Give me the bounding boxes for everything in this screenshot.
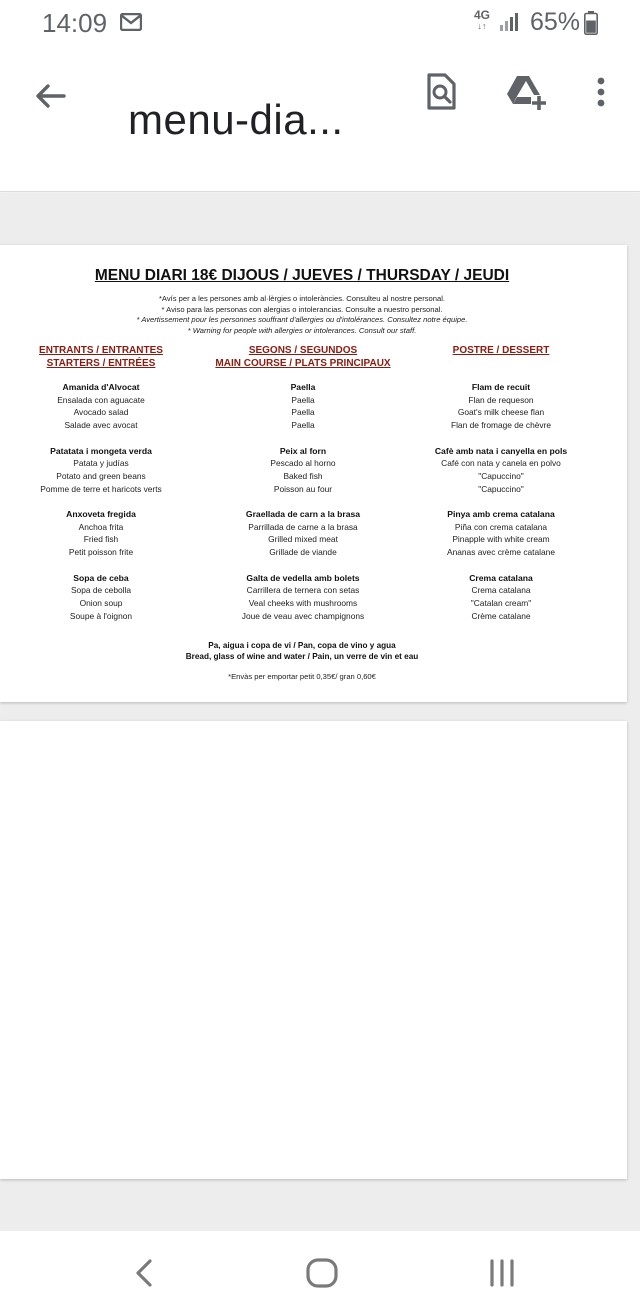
dessert-column bbox=[410, 345, 592, 635]
pdf-page-1 bbox=[0, 245, 627, 702]
dish-translation: "Catalan cream" bbox=[470, 597, 532, 608]
dish-item bbox=[10, 381, 192, 445]
dish-name: Pinya amb crema catalana bbox=[447, 509, 555, 519]
dish-translation: Paella bbox=[291, 420, 315, 431]
signal-icon bbox=[498, 12, 520, 32]
nav-recents-icon[interactable] bbox=[486, 1257, 518, 1289]
dish-translation: Crema catalana bbox=[471, 585, 531, 596]
takeaway-note: *Envàs per emportar petit 0,35€/ gran 0,60€ bbox=[228, 672, 376, 681]
dish-translation: Carrillera de ternera con setas bbox=[246, 585, 360, 596]
dish-translation: Café con nata y canela en polvo bbox=[441, 458, 561, 469]
find-in-page-icon[interactable] bbox=[421, 72, 461, 112]
dish-item bbox=[184, 445, 422, 509]
dish-translation: Ensalada con aguacate bbox=[57, 394, 145, 405]
dish-translation: Pomme de terre et haricots verts bbox=[40, 483, 162, 494]
allergy-notes bbox=[0, 294, 604, 336]
dish-translation: Onion soup bbox=[79, 597, 123, 608]
column-heading-line: ENTRANTS / ENTRANTES bbox=[39, 345, 163, 356]
column-heading bbox=[410, 345, 592, 381]
dish-name: Anxoveta fregida bbox=[66, 509, 136, 519]
dish-translation: Baked fish bbox=[283, 470, 323, 481]
allergy-note: * Aviso para las personas con alergias o intolerancias. Consulte a nuestro personal. bbox=[161, 304, 443, 314]
dish-item bbox=[410, 445, 592, 509]
allergy-note: * Avertissement pour les personnes souffrant d'allergies ou d'intolérances. Consultez notre équipe. bbox=[136, 315, 468, 325]
add-to-drive-icon[interactable] bbox=[504, 72, 548, 112]
dish-translation: Flan de fromage de chèvre bbox=[450, 420, 552, 431]
column-heading bbox=[10, 345, 192, 381]
dish-translation: Fried fish bbox=[83, 534, 119, 545]
menu-includes-line: Pa, aigua i copa de vi / Pan, copa de vino y agua bbox=[208, 641, 396, 650]
dish-name: Paella bbox=[290, 382, 316, 392]
dish-translation: Paella bbox=[291, 394, 315, 405]
battery-icon bbox=[584, 11, 598, 35]
dish-translation: Patata y judías bbox=[73, 458, 129, 469]
dish-item bbox=[10, 572, 192, 636]
dish-translation: Soupe à l'oignon bbox=[69, 610, 133, 621]
dish-name: Peix al forn bbox=[279, 445, 327, 456]
dish-translation: Salade avec avocat bbox=[64, 420, 138, 431]
dish-translation: Goat's milk cheese flan bbox=[457, 407, 545, 418]
dish-item bbox=[184, 508, 422, 572]
dish-translation: Piña con crema catalana bbox=[454, 521, 548, 532]
nav-back-icon[interactable] bbox=[130, 1257, 158, 1289]
dish-name: Galta de vedella amb bolets bbox=[246, 572, 360, 583]
dish-name: Cafè amb nata i canyella en pols bbox=[434, 445, 568, 456]
dish-translation: Potato and green beans bbox=[56, 470, 146, 481]
dish-translation: Anchoa frita bbox=[78, 521, 124, 532]
dish-translation: Sopa de cebolla bbox=[70, 585, 132, 596]
dish-item bbox=[410, 572, 592, 636]
allergy-note: * Warning for people with allergies or intolerances. Consult our staff. bbox=[187, 325, 417, 335]
dish-translation: Crème catalane bbox=[471, 610, 531, 621]
dish-translation: Ananas avec crème catalane bbox=[446, 547, 555, 558]
document-title: menu-dia... bbox=[128, 96, 344, 143]
status-time: 14:09 bbox=[42, 8, 108, 38]
dish-name: Amanida d'Alvocat bbox=[62, 382, 140, 392]
dish-translation: "Capuccino" bbox=[478, 483, 524, 494]
nav-home-icon[interactable] bbox=[303, 1256, 341, 1290]
document-viewer[interactable] bbox=[0, 193, 640, 1230]
dish-name: Sopa de ceba bbox=[73, 572, 129, 583]
column-heading-line: SEGONS / SEGUNDOS bbox=[248, 345, 358, 356]
allergy-note: *Avís per a les persones amb al·lèrgies o intoleràncies. Consulteu al nostre personal. bbox=[158, 294, 446, 303]
dish-name: Graellada de carn a la brasa bbox=[245, 509, 361, 519]
dish-translation: Pescado al horno bbox=[270, 458, 336, 469]
dish-translation: Grillade de viande bbox=[269, 547, 337, 558]
dish-translation: "Capuccino" bbox=[478, 470, 524, 481]
dish-translation: Grilled mixed meat bbox=[268, 534, 338, 545]
system-nav-bar bbox=[0, 1230, 640, 1315]
dish-translation: Pinapple with white cream bbox=[452, 534, 550, 545]
dish-item bbox=[184, 572, 422, 636]
column-heading-line: MAIN COURSE / PLATS PRINCIPAUX bbox=[215, 357, 391, 369]
dish-item bbox=[410, 508, 592, 572]
menu-title: MENU DIARI 18€ DIJOUS / JUEVES / THURSDAY / JEUDI bbox=[94, 267, 510, 284]
status-bar bbox=[0, 0, 640, 46]
dish-translation: Flan de requeson bbox=[468, 394, 534, 405]
dish-translation: Paella bbox=[291, 407, 315, 418]
column-heading bbox=[184, 345, 422, 381]
main-course-column bbox=[184, 345, 422, 635]
dish-item bbox=[10, 445, 192, 509]
column-heading-line: STARTERS / ENTRÉES bbox=[46, 357, 156, 369]
dish-translation: Poisson au four bbox=[273, 483, 333, 494]
dish-name: Patatata i mongeta verda bbox=[50, 445, 152, 456]
gmail-icon bbox=[120, 13, 142, 31]
back-arrow-icon[interactable] bbox=[28, 74, 72, 118]
dish-name: Crema catalana bbox=[469, 572, 533, 583]
data-arrows-icon: ↓↑ bbox=[477, 21, 487, 31]
dish-name: Flam de recuit bbox=[471, 382, 531, 392]
dish-translation: Joue de veau avec champignons bbox=[241, 610, 365, 621]
dish-item bbox=[10, 508, 192, 572]
dish-translation: Petit poisson frite bbox=[68, 547, 134, 558]
column-heading-line: POSTRE / DESSERT bbox=[452, 345, 550, 356]
dish-translation: Parrillada de carne a la brasa bbox=[248, 521, 358, 532]
dish-item bbox=[184, 381, 422, 445]
menu-includes-line: Bread, glass of wine and water / Pain, un verre de vin et eau bbox=[185, 652, 419, 661]
app-bar bbox=[0, 46, 640, 192]
network-type bbox=[474, 10, 490, 32]
starters-column bbox=[10, 345, 192, 635]
dish-translation: Avocado salad bbox=[73, 407, 129, 418]
dish-item bbox=[410, 381, 592, 445]
pdf-page-2 bbox=[0, 721, 627, 1179]
battery-percent: 65% bbox=[530, 8, 581, 36]
network-label: 4G bbox=[474, 8, 491, 22]
dish-translation: Veal cheeks with mushrooms bbox=[248, 597, 358, 608]
more-vert-icon[interactable] bbox=[588, 72, 614, 112]
menu-includes bbox=[0, 640, 604, 662]
